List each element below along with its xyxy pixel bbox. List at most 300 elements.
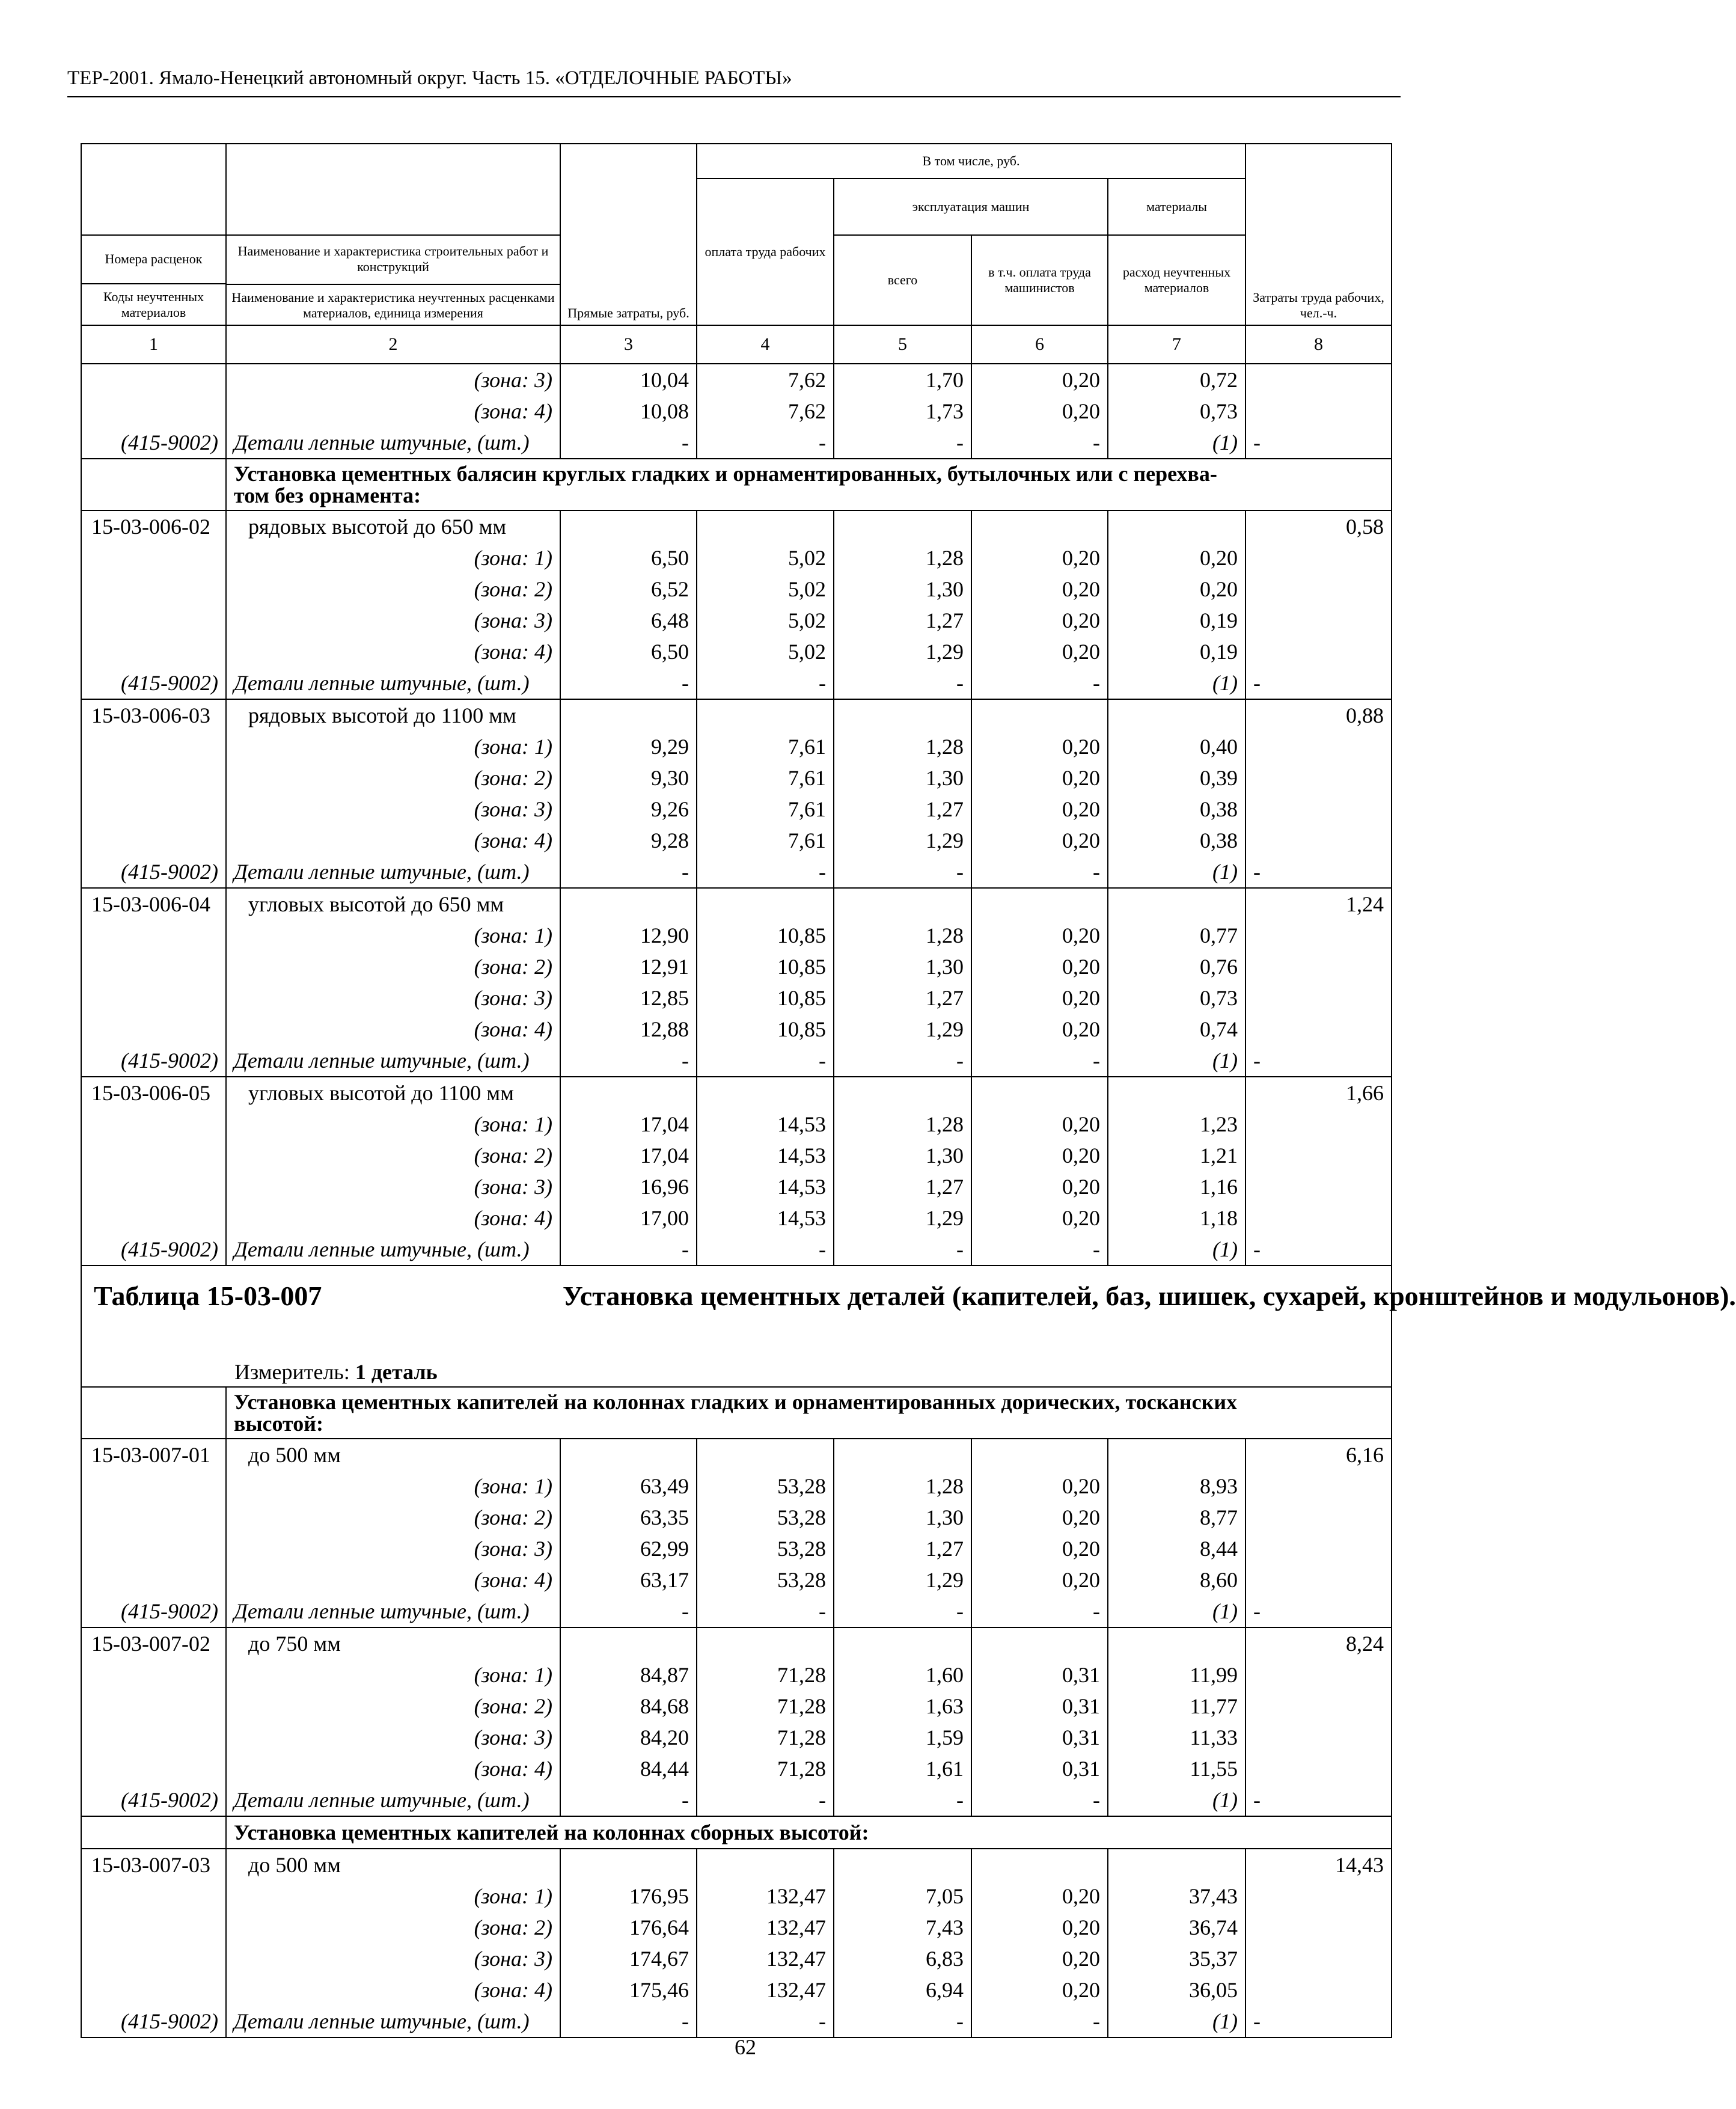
material-dash: -	[971, 1045, 1108, 1077]
labor-pay: 7,61	[697, 825, 834, 856]
material-code: (415-9002)	[81, 1596, 226, 1627]
material-name: Детали лепные штучные, (шт.)	[226, 667, 560, 699]
material-dash: -	[697, 1045, 834, 1077]
group-heading-line: Установка цементных балясин круглых гладких и орнаментированных, бутылочных или с перехва-	[234, 462, 1217, 486]
direct-costs: 10,04	[560, 364, 697, 396]
zone-row	[81, 542, 1392, 574]
zone-label: (зона: 1)	[226, 731, 560, 762]
machines-total: 1,30	[834, 762, 971, 794]
materials-cost: 0,74	[1108, 1014, 1245, 1045]
machines-total: 1,60	[834, 1659, 971, 1691]
materials-cost: 0,72	[1108, 364, 1245, 396]
labor-pay: 10,85	[697, 982, 834, 1014]
empty-cell	[971, 1849, 1108, 1881]
empty-cell	[81, 1943, 226, 1974]
material-dash: -	[834, 1784, 971, 1816]
direct-costs: 176,95	[560, 1881, 697, 1912]
empty-cell	[1245, 1943, 1392, 1974]
empty-cell	[1245, 1691, 1392, 1722]
material-dash: -	[971, 667, 1108, 699]
direct-costs: 9,30	[560, 762, 697, 794]
zone-row	[81, 1974, 1392, 2006]
zone-label: (зона: 3)	[226, 1171, 560, 1202]
column-number: 1	[81, 325, 226, 364]
material-dash: -	[1245, 1784, 1392, 1816]
material-dash: -	[834, 1596, 971, 1627]
direct-costs: 9,28	[560, 825, 697, 856]
machinist-pay: 0,20	[971, 1471, 1108, 1502]
material-dash: -	[1245, 856, 1392, 888]
unaccounted-materials-title: расход неучтенных материалов	[1108, 235, 1245, 325]
table-label: Таблица 15-03-007	[94, 1281, 322, 1311]
machines-total: 1,30	[834, 1140, 971, 1171]
rate-item-row	[81, 888, 1392, 920]
rate-code: 15-03-007-01	[81, 1439, 226, 1471]
empty-cell	[560, 1077, 697, 1109]
machinist-pay: 0,20	[971, 574, 1108, 605]
empty-cell	[81, 1722, 226, 1753]
rate-name: рядовых высотой до 1100 мм	[226, 699, 560, 731]
table-description: Установка цементных деталей (капителей, баз, шишек, сухарей, кронштейнов и модульонов).	[563, 1281, 1736, 1311]
empty-cell	[834, 1849, 971, 1881]
group-row	[81, 1816, 1392, 1849]
material-qty: (1)	[1108, 2006, 1245, 2037]
empty-cell	[1245, 542, 1392, 574]
rate-item-row	[81, 510, 1392, 542]
machines-total: 6,94	[834, 1974, 971, 2006]
table-title-cell	[81, 1266, 1736, 1387]
zone-label: (зона: 3)	[226, 982, 560, 1014]
name-title-text: Наименование и характеристика строительных работ и конструкций	[227, 236, 560, 285]
materials-cost: 11,77	[1108, 1691, 1245, 1722]
machinist-pay: 0,20	[971, 982, 1108, 1014]
group-heading-line: высотой:	[234, 1412, 323, 1436]
group-heading	[226, 459, 1392, 510]
direct-costs: 62,99	[560, 1533, 697, 1564]
material-dash: -	[834, 1045, 971, 1077]
zone-label: (зона: 1)	[226, 1881, 560, 1912]
machines-total: 7,05	[834, 1881, 971, 1912]
empty-cell	[1245, 1753, 1392, 1784]
labor-pay: 7,62	[697, 396, 834, 427]
empty-cell	[81, 1014, 226, 1045]
material-dash: -	[834, 1234, 971, 1266]
zone-label: (зона: 2)	[226, 951, 560, 982]
machine-operation-title: эксплуатация машин	[834, 179, 1108, 235]
material-dash: -	[834, 427, 971, 459]
group-row	[81, 459, 1392, 510]
material-code: (415-9002)	[81, 856, 226, 888]
rate-name: до 500 мм	[226, 1439, 560, 1471]
material-row	[81, 1784, 1392, 1816]
materials-cost: 0,19	[1108, 636, 1245, 667]
column-number: 5	[834, 325, 971, 364]
empty-cell	[971, 1627, 1108, 1659]
direct-costs: 6,50	[560, 636, 697, 667]
material-dash: -	[1245, 427, 1392, 459]
zone-label: (зона: 1)	[226, 1471, 560, 1502]
empty-cell	[697, 699, 834, 731]
material-dash: -	[697, 667, 834, 699]
material-dash: -	[697, 1784, 834, 1816]
zone-label: (зона: 2)	[226, 1502, 560, 1533]
column-number: 2	[226, 325, 560, 364]
zone-row	[81, 1109, 1392, 1140]
empty-cell	[1245, 1564, 1392, 1596]
material-dash: -	[1245, 1045, 1392, 1077]
group-heading-line: том без орнамента:	[234, 483, 421, 507]
machines-total: 1,28	[834, 542, 971, 574]
machinist-pay: 0,20	[971, 1912, 1108, 1943]
empty-cell	[1245, 1140, 1392, 1171]
material-dash: -	[834, 667, 971, 699]
labor-pay: 14,53	[697, 1109, 834, 1140]
labor-pay: 10,85	[697, 920, 834, 951]
empty-cell	[971, 699, 1108, 731]
materials-cost: 0,20	[1108, 574, 1245, 605]
zone-row	[81, 1202, 1392, 1234]
labor-pay: 71,28	[697, 1753, 834, 1784]
direct-costs: 17,00	[560, 1202, 697, 1234]
group-heading-line: Установка цементных капителей на колоннах гладких и орнаментированных дорических, тосканских	[234, 1390, 1238, 1414]
empty-cell	[1245, 1171, 1392, 1202]
material-name: Детали лепные штучные, (шт.)	[226, 856, 560, 888]
rate-item-row	[81, 699, 1392, 731]
empty-cell	[560, 1439, 697, 1471]
empty-cell	[1245, 1502, 1392, 1533]
including-title: В том числе, руб.	[697, 144, 1245, 179]
material-name: Детали лепные штучные, (шт.)	[226, 2006, 560, 2037]
material-dash: -	[697, 1234, 834, 1266]
labor-pay: 5,02	[697, 636, 834, 667]
zone-label: (зона: 3)	[226, 1533, 560, 1564]
zone-label: (зона: 3)	[226, 605, 560, 636]
machines-total: 1,28	[834, 920, 971, 951]
empty-cell	[1108, 510, 1245, 542]
empty-cell	[81, 1140, 226, 1171]
material-dash: -	[560, 427, 697, 459]
empty-cell	[1108, 1849, 1245, 1881]
direct-costs: 6,52	[560, 574, 697, 605]
empty-cell	[1245, 636, 1392, 667]
empty-cell	[81, 1881, 226, 1912]
empty-cell	[834, 1439, 971, 1471]
zone-row	[81, 1691, 1392, 1722]
labor-pay: 14,53	[697, 1140, 834, 1171]
direct-costs: 84,68	[560, 1691, 697, 1722]
materials-cost: 11,99	[1108, 1659, 1245, 1691]
material-dash: -	[971, 1234, 1108, 1266]
materials-cost: 0,38	[1108, 794, 1245, 825]
empty-cell	[834, 510, 971, 542]
labor-pay: 53,28	[697, 1564, 834, 1596]
rate-name: рядовых высотой до 650 мм	[226, 510, 560, 542]
empty-cell	[1245, 1533, 1392, 1564]
group-heading-line: Установка цементных капителей на колоннах сборных высотой:	[234, 1820, 869, 1844]
direct-costs: 84,44	[560, 1753, 697, 1784]
zone-row	[81, 731, 1392, 762]
zone-label: (зона: 1)	[226, 1109, 560, 1140]
machines-total: 6,83	[834, 1943, 971, 1974]
labor-pay: 7,61	[697, 762, 834, 794]
empty-cell	[697, 1077, 834, 1109]
zone-row	[81, 920, 1392, 951]
zone-row	[81, 951, 1392, 982]
zone-row	[81, 364, 1392, 396]
material-dash: -	[971, 1784, 1108, 1816]
material-dash: -	[697, 427, 834, 459]
material-code: (415-9002)	[81, 667, 226, 699]
direct-costs: 175,46	[560, 1974, 697, 2006]
labor-pay: 132,47	[697, 1974, 834, 2006]
empty-cell	[1245, 1974, 1392, 2006]
zone-label: (зона: 4)	[226, 396, 560, 427]
labor-hours: 6,16	[1245, 1439, 1392, 1471]
empty-cell	[81, 1564, 226, 1596]
labor-pay: 7,61	[697, 794, 834, 825]
machinist-pay: 0,20	[971, 1974, 1108, 2006]
group-heading	[226, 1816, 1392, 1849]
direct-costs: 12,90	[560, 920, 697, 951]
empty-cell	[81, 762, 226, 794]
zone-row	[81, 762, 1392, 794]
rate-code: 15-03-007-02	[81, 1627, 226, 1659]
table-body	[81, 364, 1736, 2037]
zone-row	[81, 1502, 1392, 1533]
empty-cell	[1108, 1627, 1245, 1659]
empty-cell	[560, 888, 697, 920]
zone-row	[81, 1659, 1392, 1691]
materials-cost: 1,21	[1108, 1140, 1245, 1171]
empty-cell	[1245, 982, 1392, 1014]
table-header	[81, 144, 1392, 364]
zone-row	[81, 794, 1392, 825]
unit-line	[234, 1356, 438, 1388]
machinist-pay: 0,20	[971, 825, 1108, 856]
direct-costs: 9,29	[560, 731, 697, 762]
empty-cell	[1245, 1014, 1392, 1045]
zone-label: (зона: 3)	[226, 794, 560, 825]
zone-label: (зона: 4)	[226, 1974, 560, 2006]
material-dash: -	[560, 1784, 697, 1816]
material-qty: (1)	[1108, 427, 1245, 459]
machines-total: 1,28	[834, 1471, 971, 1502]
materials-cost: 36,74	[1108, 1912, 1245, 1943]
direct-costs: 9,26	[560, 794, 697, 825]
zone-row	[81, 1140, 1392, 1171]
empty-cell	[1108, 888, 1245, 920]
material-qty: (1)	[1108, 1596, 1245, 1627]
material-name: Детали лепные штучные, (шт.)	[226, 1045, 560, 1077]
zone-row	[81, 1881, 1392, 1912]
page-number: 62	[735, 2035, 756, 2059]
labor-pay: 7,61	[697, 731, 834, 762]
machinist-pay: 0,20	[971, 636, 1108, 667]
materials-cost: 0,19	[1108, 605, 1245, 636]
zone-label: (зона: 4)	[226, 825, 560, 856]
labor-pay: 14,53	[697, 1202, 834, 1234]
zone-row	[81, 1014, 1392, 1045]
materials-cost: 1,16	[1108, 1171, 1245, 1202]
empty-cell	[81, 1109, 226, 1140]
rate-code: 15-03-007-03	[81, 1849, 226, 1881]
rate-code: 15-03-006-04	[81, 888, 226, 920]
column-number: 7	[1108, 325, 1245, 364]
zone-row	[81, 982, 1392, 1014]
empty-cell	[971, 888, 1108, 920]
machines-total: 1,29	[834, 1014, 971, 1045]
table-title-block	[82, 1266, 1736, 1386]
empty-cell	[1245, 1109, 1392, 1140]
codes-title-text: Номера расценок	[82, 236, 225, 284]
material-dash: -	[834, 856, 971, 888]
rate-code: 15-03-006-02	[81, 510, 226, 542]
empty-cell	[81, 605, 226, 636]
zone-row	[81, 1564, 1392, 1596]
empty-cell	[1245, 951, 1392, 982]
zone-label: (зона: 2)	[226, 1912, 560, 1943]
empty-cell	[81, 1533, 226, 1564]
zone-row	[81, 1753, 1392, 1784]
materials-cost: 0,38	[1108, 825, 1245, 856]
name-title-cell	[226, 144, 560, 235]
labor-hours: 0,58	[1245, 510, 1392, 542]
empty-cell	[834, 888, 971, 920]
materials-cost: 8,60	[1108, 1564, 1245, 1596]
labor-hours: 1,24	[1245, 888, 1392, 920]
empty-cell	[560, 699, 697, 731]
machinist-pay: 0,31	[971, 1659, 1108, 1691]
empty-cell	[1245, 1202, 1392, 1234]
zone-label: (зона: 2)	[226, 1691, 560, 1722]
zone-label: (зона: 3)	[226, 364, 560, 396]
zone-label: (зона: 4)	[226, 1202, 560, 1234]
material-qty: (1)	[1108, 1234, 1245, 1266]
labor-pay: 53,28	[697, 1502, 834, 1533]
direct-costs: 63,49	[560, 1471, 697, 1502]
machinist-pay: 0,31	[971, 1753, 1108, 1784]
empty-cell	[697, 1439, 834, 1471]
rate-item-row	[81, 1627, 1392, 1659]
empty-cell	[834, 699, 971, 731]
machinist-pay: 0,20	[971, 1943, 1108, 1974]
labor-hours: 8,24	[1245, 1627, 1392, 1659]
direct-costs: 17,04	[560, 1140, 697, 1171]
rate-name: угловых высотой до 1100 мм	[226, 1077, 560, 1109]
empty-cell	[1108, 1077, 1245, 1109]
direct-costs: 63,35	[560, 1502, 697, 1533]
zone-row	[81, 1722, 1392, 1753]
labor-hours: 1,66	[1245, 1077, 1392, 1109]
name-materials-text: Наименование и характеристика неучтенных расценками материалов, единица измерения	[231, 290, 555, 320]
empty-cell	[81, 1202, 226, 1234]
empty-cell	[81, 920, 226, 951]
zone-row	[81, 636, 1392, 667]
material-dash: -	[971, 1596, 1108, 1627]
rate-item-row	[81, 1077, 1392, 1109]
column-number: 4	[697, 325, 834, 364]
materials-cost: 0,39	[1108, 762, 1245, 794]
codes-title	[81, 144, 226, 235]
direct-costs: 10,08	[560, 396, 697, 427]
empty-cell	[697, 1627, 834, 1659]
material-dash: -	[697, 1596, 834, 1627]
machines-total: 1,27	[834, 605, 971, 636]
group-row	[81, 1387, 1392, 1439]
column-number: 8	[1245, 325, 1392, 364]
empty-cell	[81, 1974, 226, 2006]
materials-cost: 1,18	[1108, 1202, 1245, 1234]
machines-total: 1,30	[834, 574, 971, 605]
machinist-pay: 0,20	[971, 1202, 1108, 1234]
group-heading	[226, 1387, 1392, 1439]
empty-cell	[81, 982, 226, 1014]
zone-row	[81, 1171, 1392, 1202]
material-code: (415-9002)	[81, 1234, 226, 1266]
machinist-pay: 0,20	[971, 605, 1108, 636]
labor-hours: 14,43	[1245, 1849, 1392, 1881]
zone-row	[81, 574, 1392, 605]
machines-total: 1,73	[834, 396, 971, 427]
machinist-pay: 0,20	[971, 1533, 1108, 1564]
rate-item-row	[81, 1849, 1392, 1881]
labor-pay: 71,28	[697, 1659, 834, 1691]
materials-cost: 36,05	[1108, 1974, 1245, 2006]
labor-pay: 10,85	[697, 951, 834, 982]
direct-costs: 176,64	[560, 1912, 697, 1943]
machines-total: 1,29	[834, 1202, 971, 1234]
labor-pay: 5,02	[697, 605, 834, 636]
material-qty: (1)	[1108, 667, 1245, 699]
rate-name: до 750 мм	[226, 1627, 560, 1659]
machines-total: 1,28	[834, 731, 971, 762]
material-row	[81, 2006, 1392, 2037]
rate-code: 15-03-006-03	[81, 699, 226, 731]
machines-total: 1,30	[834, 1502, 971, 1533]
material-row	[81, 667, 1392, 699]
material-dash: -	[560, 856, 697, 888]
machines-total: 1,27	[834, 1171, 971, 1202]
machinist-pay: 0,31	[971, 1691, 1108, 1722]
empty-cell	[560, 1627, 697, 1659]
material-dash: -	[1245, 2006, 1392, 2037]
empty-cell	[1245, 794, 1392, 825]
material-dash: -	[834, 2006, 971, 2037]
rates-table	[81, 143, 1736, 2038]
material-row	[81, 1045, 1392, 1077]
machines-total: 1,70	[834, 364, 971, 396]
machines-total: 1,27	[834, 794, 971, 825]
labor-pay: 132,47	[697, 1881, 834, 1912]
machinist-pay: 0,20	[971, 794, 1108, 825]
materials-cost: 11,33	[1108, 1722, 1245, 1753]
empty-cell	[81, 636, 226, 667]
codes-materials-title	[81, 235, 226, 325]
material-dash: -	[697, 2006, 834, 2037]
machines-total-title: всего	[834, 235, 971, 325]
direct-costs: 12,88	[560, 1014, 697, 1045]
machines-total: 1,28	[834, 1109, 971, 1140]
labor-pay: 53,28	[697, 1533, 834, 1564]
empty-cell	[834, 1627, 971, 1659]
empty-cell	[1245, 762, 1392, 794]
empty-cell	[1245, 825, 1392, 856]
material-name: Детали лепные штучные, (шт.)	[226, 1234, 560, 1266]
material-name: Детали лепные штучные, (шт.)	[226, 1596, 560, 1627]
empty-cell	[81, 1502, 226, 1533]
labor-hours: 0,88	[1245, 699, 1392, 731]
zone-label: (зона: 2)	[226, 574, 560, 605]
